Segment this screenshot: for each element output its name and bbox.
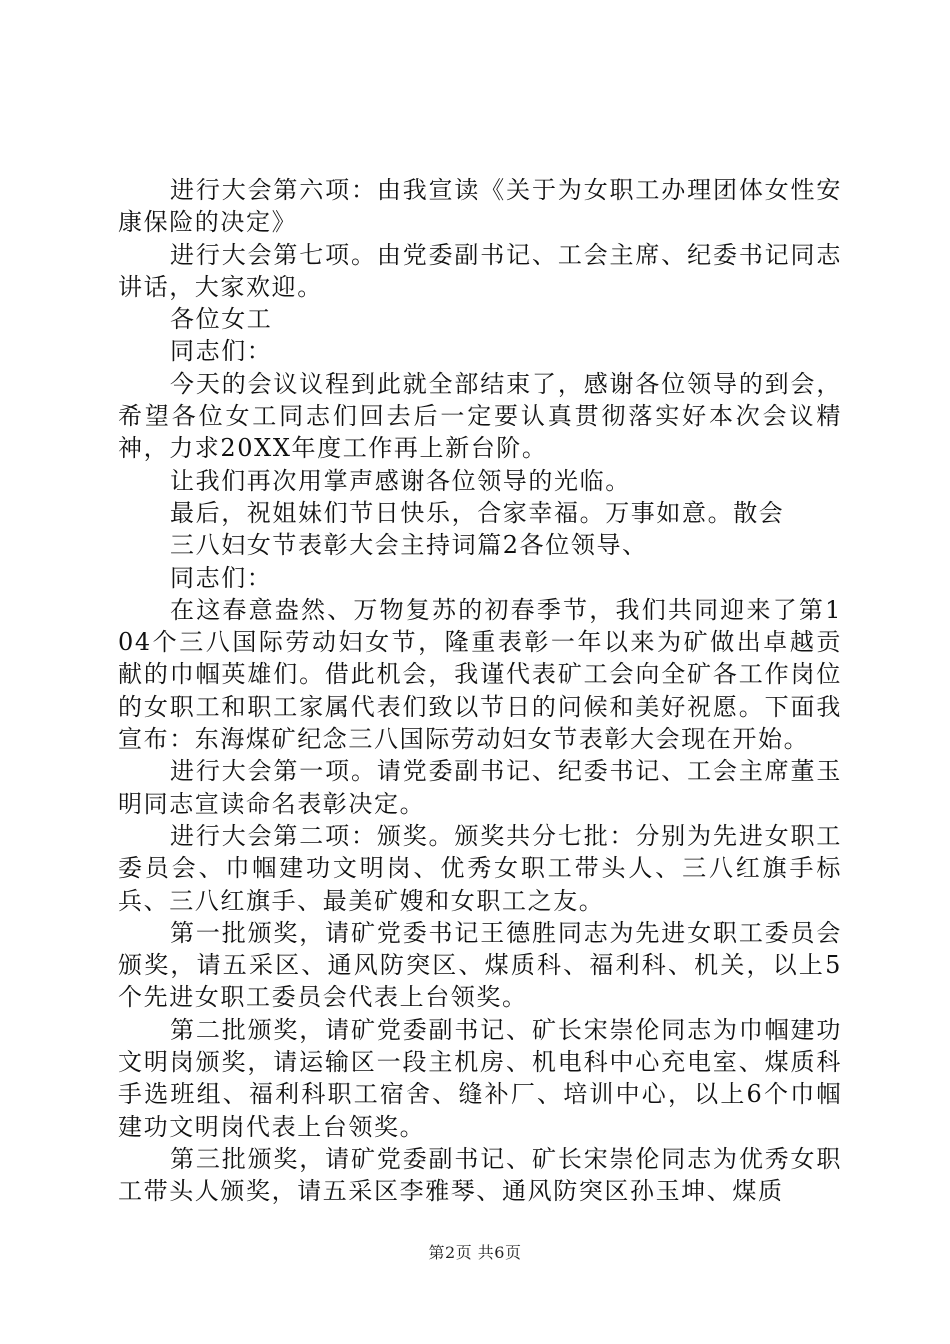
salutation: 同志们：	[170, 337, 273, 366]
paragraph: 第二批颁奖，请矿党委副书记、矿长宋崇伦同志为巾帼建功文明岗颁奖，请运输区一段主机房、机电科中心充电室、煤质科手选班组、福利科职工宿舍、缝补厂、培训中心，以上6个巾帼建功文明岗代表上台领奖。	[118, 1015, 842, 1141]
section-heading: 三八妇女节表彰大会主持词篇2各位领导、	[170, 531, 648, 560]
paragraph: 第三批颁奖，请矿党委副书记、矿长宋崇伦同志为优秀女职工带头人颁奖，请五采区李雅琴、通风防突区孙玉坤、煤质	[118, 1144, 842, 1206]
salutation: 各位女工	[170, 305, 273, 334]
paragraph: 最后，祝姐妹们节日快乐，合家幸福。万事如意。散会	[170, 498, 785, 527]
paragraph: 第一批颁奖，请矿党委书记王德胜同志为先进女职工委员会颁奖，请五采区、通风防突区、煤质科、福利科、机关，以上5个先进女职工委员会代表上台领奖。	[118, 918, 842, 1012]
paragraph: 在这春意盎然、万物复苏的初春季节，我们共同迎来了第104个三八国际劳动妇女节，隆重表彰一年以来为矿做出卓越贡献的巾帼英雄们。借此机会，我谨代表矿工会向全矿各工作岗位的女职工和职工家属代表们致以节日的问候和美好祝愿。下面我宣布：东海煤矿纪念三八国际劳动妇女节表彰大会现在开始。	[118, 595, 842, 754]
salutation: 同志们：	[170, 563, 273, 592]
page-footer: 第2页 共6页	[428, 1243, 522, 1262]
paragraph: 让我们再次用掌声感谢各位领导的光临。	[170, 466, 631, 495]
paragraph: 进行大会第六项：由我宣读《关于为女职工办理团体女性安康保险的决定》	[118, 176, 842, 237]
paragraph: 进行大会第一项。请党委副书记、纪委书记、工会主席董玉明同志宣读命名表彰决定。	[118, 757, 842, 818]
document-body	[118, 174, 842, 1208]
paragraph: 进行大会第七项。由党委副书记、工会主席、纪委书记同志讲话，大家欢迎。	[118, 240, 842, 301]
paragraph: 今天的会议议程到此就全部结束了，感谢各位领导的到会，希望各位女工同志们回去后一定要认真贯彻落实好本次会议精神，力求20XX年度工作再上新台阶。	[118, 369, 842, 463]
paragraph: 进行大会第二项：颁奖。颁奖共分七批：分别为先进女职工委员会、巾帼建功文明岗、优秀女职工带头人、三八红旗手标兵、三八红旗手、最美矿嫂和女职工之友。	[118, 821, 842, 915]
